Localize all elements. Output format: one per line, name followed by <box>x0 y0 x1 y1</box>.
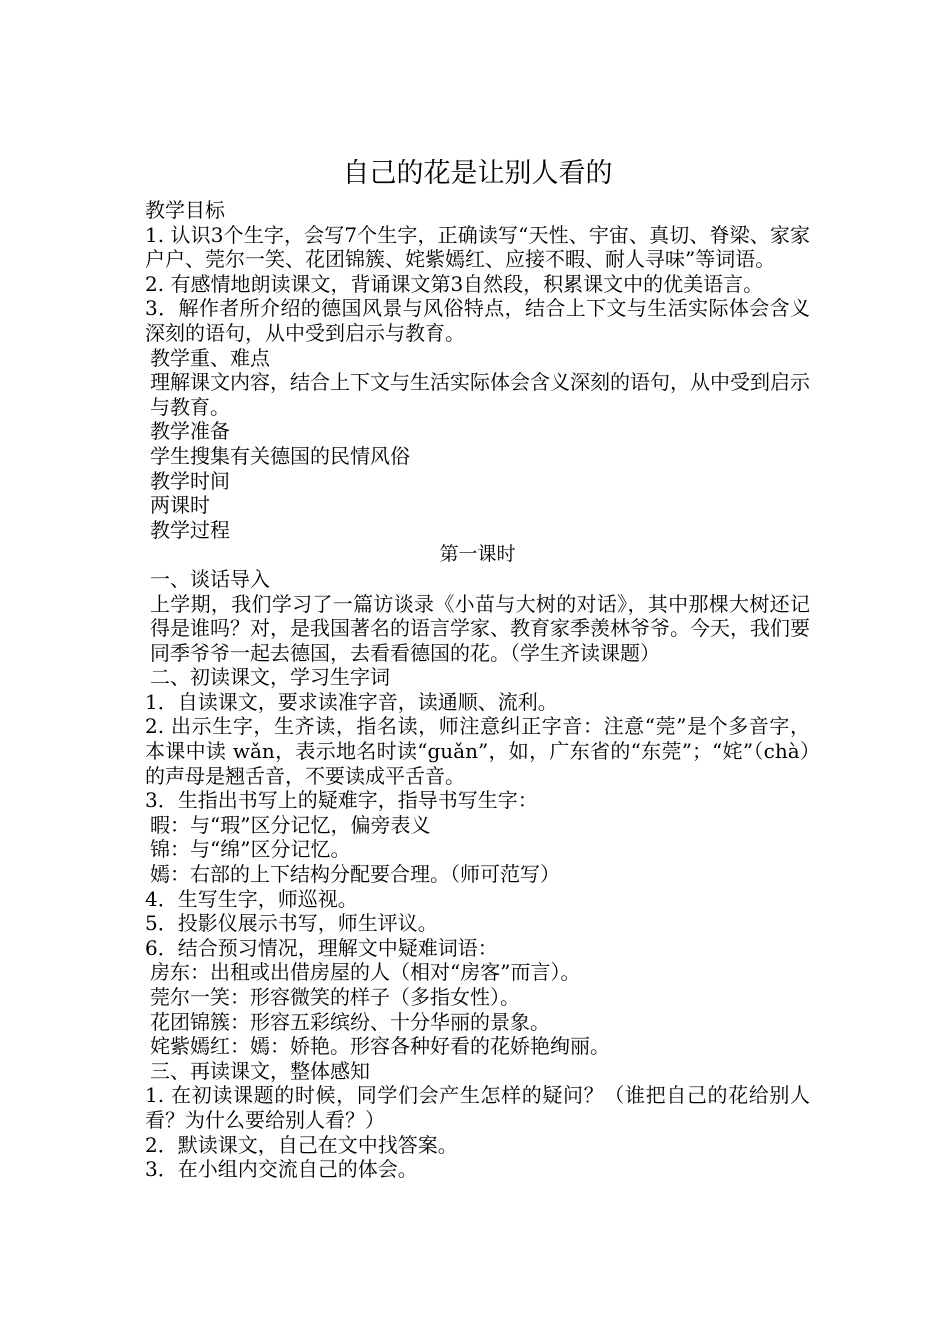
paragraph: 教学过程 <box>150 517 230 542</box>
paragraph: 二、初读课文，学习生字词 <box>150 665 390 690</box>
document-body <box>145 198 810 1182</box>
paragraph: 5．投影仪展示书写，师生评议。 <box>145 911 438 936</box>
paragraph: 三、再读课文，整体感知 <box>150 1058 370 1083</box>
paragraph: 3．在小组内交流自己的体会。 <box>145 1157 418 1182</box>
paragraph: 3．生指出书写上的疑难字，指导书写生字： <box>145 788 538 813</box>
paragraph: 教学准备 <box>150 419 230 444</box>
paragraph: 教学重、难点 <box>150 345 270 370</box>
paragraph: 暇：与“瑕”区分记忆，偏旁表义 <box>150 812 431 837</box>
paragraph: 嫣：右部的上下结构分配要合理。（师可范写） <box>150 862 560 887</box>
paragraph: 2. 出示生字，生齐读，指名读，师注意纠正字音：注意“莞”是个多音字，本课中读 wǎn，表示地名时读“guǎn”，如，广东省的“东莞”；“姹”（chà）的声母是翘舌音，不要读成平舌音。 <box>145 714 810 788</box>
document-page <box>145 150 810 1182</box>
paragraph: 姹紫嫣红：嫣：娇艳。形容各种好看的花娇艳绚丽。 <box>150 1034 610 1059</box>
paragraph: 1. 在初读课题的时候，同学们会产生怎样的疑问？（谁把自己的花给别人看？为什么要给别人看？） <box>145 1083 810 1132</box>
paragraph: 教学时间 <box>150 468 230 493</box>
paragraph: 2．默读课文，自己在文中找答案。 <box>145 1132 458 1157</box>
paragraph: 上学期，我们学习了一篇访谈录《小苗与大树的对话》，其中那棵大树还记得是谁吗？对，是我国著名的语言学家、教育家季羡林爷爷。今天，我们要同季爷爷一起去德国，去看看德国的花。（学生齐读课题） <box>150 591 810 665</box>
paragraph: 教学目标 <box>145 198 225 222</box>
paragraph: 一、谈话导入 <box>150 566 270 591</box>
paragraph: 两课时 <box>150 493 210 518</box>
paragraph: 6．结合预习情况，理解文中疑难词语： <box>145 935 498 960</box>
paragraph: 4．生写生字，师巡视。 <box>145 886 358 911</box>
paragraph: 2. 有感情地朗读课文，背诵课文第3自然段，积累课文中的优美语言。 <box>145 271 764 296</box>
paragraph: 3．解作者所介绍的德国风景与风俗特点，结合上下文与生活实际体会含义深刻的语句，从中受到启示与教育。 <box>145 296 810 345</box>
paragraph: 第一课时 <box>439 543 516 566</box>
paragraph: 理解课文内容，结合上下文与生活实际体会含义深刻的语句，从中受到启示与教育。 <box>150 370 810 419</box>
paragraph: 1. 认识3个生字，会写7个生字，正确读写“天性、宇宙、真切、脊梁、家家户户、莞尔一笑、花团锦簇、姹紫嫣红、应接不暇、耐人寻味”等词语。 <box>145 222 810 272</box>
document-title: 自己的花是让别人看的 <box>342 158 613 189</box>
paragraph: 1．自读课文，要求读准字音，读通顺、流利。 <box>145 689 558 714</box>
paragraph: 锦：与“绵”区分记忆。 <box>150 837 351 862</box>
paragraph: 学生搜集有关德国的民情风俗 <box>150 443 410 468</box>
paragraph: 花团锦簇：形容五彩缤纷、十分华丽的景象。 <box>150 1009 550 1034</box>
paragraph: 莞尔一笑：形容微笑的样子（多指女性）。 <box>150 985 520 1009</box>
paragraph: 房东：出租或出借房屋的人（相对“房客”而言）。 <box>150 960 581 985</box>
